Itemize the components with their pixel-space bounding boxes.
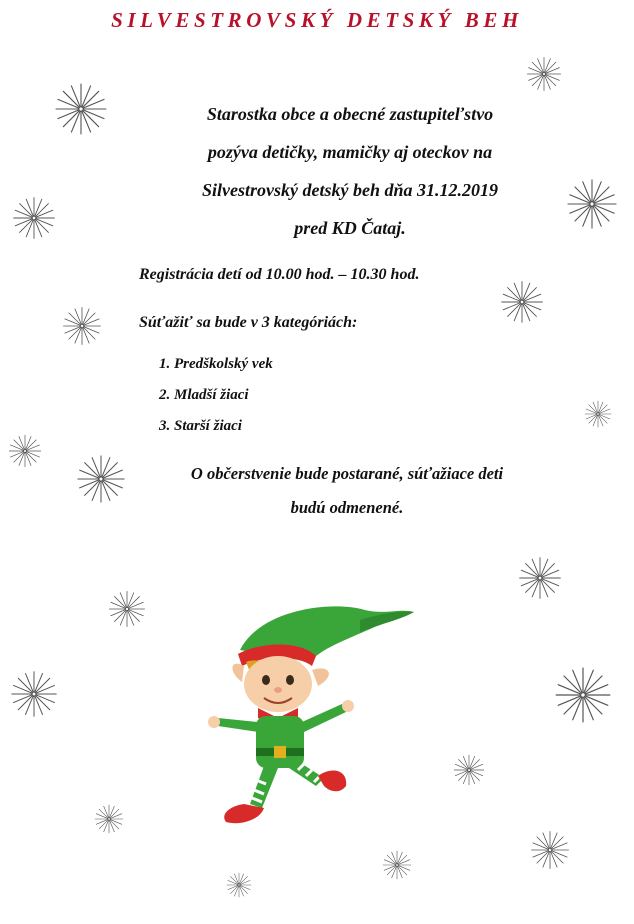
invitation-text [140, 95, 560, 247]
invitation-line: Starostka obce a obecné zastupiteľstvo [206, 104, 494, 124]
snowflake-icon [226, 872, 252, 898]
snowflake-icon [526, 56, 562, 92]
snowflake-icon [62, 306, 102, 346]
snowflake-icon [76, 454, 126, 504]
snowflake-icon [584, 400, 612, 428]
list-item [159, 352, 273, 383]
snowflake-icon [566, 178, 618, 230]
list-item [159, 414, 273, 445]
snowflake-icon [518, 556, 562, 600]
snowflake-icon [554, 666, 612, 724]
category-label: Predškolský vek [174, 356, 273, 372]
list-item [159, 383, 273, 414]
closing-line: budú odmenené. [290, 498, 404, 517]
snowflake-icon [382, 850, 412, 880]
categories-list [159, 352, 273, 445]
running-elf-illustration [200, 600, 420, 840]
snowflake-icon [500, 280, 544, 324]
closing-text [140, 457, 554, 525]
closing-line: O občerstvenie bude postarané, súťažiace deti [190, 464, 504, 483]
category-number: 2. [159, 387, 171, 403]
category-number: 3. [159, 418, 171, 434]
categories-intro: Súťažiť sa bude v 3 kategóriách: [139, 314, 358, 331]
page-title: SILVESTROVSKÝ DETSKÝ BEH [111, 8, 523, 32]
invitation-line: Silvestrovský detský beh dňa 31.12.2019 [202, 180, 498, 200]
snowflake-icon [94, 804, 124, 834]
snowflake-icon [8, 434, 42, 468]
invitation-line: pozýva detičky, mamičky aj oteckov na [207, 142, 493, 162]
invitation-line: pred KD Čataj. [294, 218, 406, 238]
snowflake-icon [108, 590, 146, 628]
snowflake-icon [12, 196, 56, 240]
snowflake-icon [54, 82, 108, 136]
category-label: Starší žiaci [174, 418, 242, 434]
snowflake-icon [453, 754, 485, 786]
category-label: Mladší žiaci [174, 387, 249, 403]
snowflake-icon [10, 670, 58, 718]
registration-time: Registrácia detí od 10.00 hod. – 10.30 hod. [139, 266, 420, 283]
snowflake-icon [530, 830, 570, 870]
category-number: 1. [159, 356, 171, 372]
